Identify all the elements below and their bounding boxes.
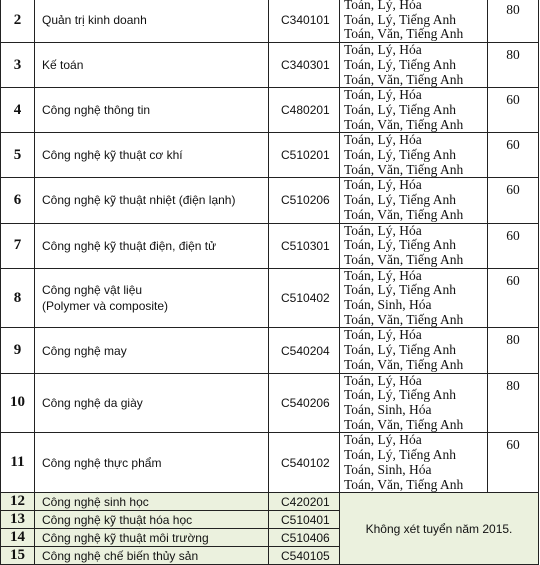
subject-combinations xyxy=(340,268,488,328)
major-name xyxy=(35,133,269,178)
major-name-line: Công nghệ kỹ thuật cơ khí xyxy=(42,148,183,163)
subject-combination: Toán, Lý, Tiếng Anh xyxy=(344,387,456,403)
subject-combinations xyxy=(340,43,488,88)
row-number: 14 xyxy=(1,529,35,547)
table-row xyxy=(1,493,539,511)
subject-combination: Toán, Lý, Tiếng Anh xyxy=(344,192,456,208)
major-name: Công nghệ kỹ thuật môi trường xyxy=(35,529,269,547)
major-code: C540105 xyxy=(269,547,340,565)
subject-combinations xyxy=(340,0,488,43)
major-code: C510402 xyxy=(269,268,340,328)
row-number: 2 xyxy=(1,0,35,43)
major-name xyxy=(35,43,269,88)
row-number: 6 xyxy=(1,178,35,223)
quota: 60 xyxy=(488,88,539,133)
subject-combination: Toán, Văn, Tiếng Anh xyxy=(344,416,464,432)
quota: 60 xyxy=(488,433,539,493)
major-name-line: Công nghệ thông tin xyxy=(42,103,151,118)
table-row xyxy=(1,43,539,88)
major-code: C510201 xyxy=(269,133,340,178)
row-number: 12 xyxy=(1,493,35,511)
not-admitted-note: Không xét tuyển năm 2015. xyxy=(340,493,539,565)
major-name: Công nghệ sinh học xyxy=(35,493,269,511)
table-body xyxy=(1,0,539,565)
subject-combination: Toán, Lý, Hóa xyxy=(344,222,422,238)
table-row xyxy=(1,433,539,493)
subject-combination: Toán, Sinh, Hóa xyxy=(344,401,432,417)
subject-combination: Toán, Sinh, Hóa xyxy=(344,297,432,313)
major-name xyxy=(35,88,269,133)
subject-combination: Toán, Văn, Tiếng Anh xyxy=(344,71,464,87)
quota: 60 xyxy=(488,178,539,223)
major-name xyxy=(35,328,269,373)
major-name-line: Công nghệ may xyxy=(42,343,127,358)
row-number: 13 xyxy=(1,511,35,529)
major-name-line: (Polymer và composite) xyxy=(42,299,169,314)
major-code: C340301 xyxy=(269,43,340,88)
row-number: 10 xyxy=(1,373,35,433)
major-name xyxy=(35,0,269,43)
subject-combination: Toán, Văn, Tiếng Anh xyxy=(344,206,464,222)
subject-combination: Toán, Lý, Hóa xyxy=(344,327,422,343)
row-number: 5 xyxy=(1,133,35,178)
subject-combination: Toán, Lý, Tiếng Anh xyxy=(344,56,456,72)
subject-combination: Toán, Lý, Tiếng Anh xyxy=(344,101,456,117)
subject-combination: Toán, Lý, Tiếng Anh xyxy=(344,342,456,358)
subject-combination: Toán, Lý, Hóa xyxy=(344,372,422,388)
quota: 80 xyxy=(488,373,539,433)
major-name xyxy=(35,223,269,268)
row-number: 4 xyxy=(1,88,35,133)
major-name xyxy=(35,373,269,433)
major-name-line: Công nghệ kỹ thuật nhiệt (điện lạnh) xyxy=(42,193,236,208)
subject-combination: Toán, Lý, Hóa xyxy=(344,432,422,448)
row-number: 9 xyxy=(1,328,35,373)
table-row xyxy=(1,268,539,328)
subject-combinations xyxy=(340,178,488,223)
major-code: C480201 xyxy=(269,88,340,133)
subject-combination: Toán, Sinh, Hóa xyxy=(344,461,432,477)
table-row xyxy=(1,223,539,268)
subject-combination: Toán, Lý, Hóa xyxy=(344,177,422,193)
row-number: 3 xyxy=(1,43,35,88)
major-code: C510401 xyxy=(269,511,340,529)
table-row xyxy=(1,0,539,43)
table-row xyxy=(1,373,539,433)
major-name xyxy=(35,268,269,328)
quota: 60 xyxy=(488,223,539,268)
row-number: 11 xyxy=(1,433,35,493)
subject-combination: Toán, Văn, Tiếng Anh xyxy=(344,311,464,327)
quota: 80 xyxy=(488,0,539,43)
subject-combinations xyxy=(340,373,488,433)
subject-combinations xyxy=(340,88,488,133)
major-name-line: Công nghệ vật liệu xyxy=(42,283,143,298)
major-code: C540206 xyxy=(269,373,340,433)
major-name: Công nghệ kỹ thuật hóa học xyxy=(35,511,269,529)
subject-combination: Toán, Văn, Tiếng Anh xyxy=(344,476,464,492)
subject-combination: Toán, Lý, Tiếng Anh xyxy=(344,447,456,463)
major-code: C540102 xyxy=(269,433,340,493)
major-code: C510301 xyxy=(269,223,340,268)
subject-combination: Toán, Lý, Tiếng Anh xyxy=(344,11,456,27)
subject-combination: Toán, Lý, Hóa xyxy=(344,0,422,12)
subject-combination: Toán, Văn, Tiếng Anh xyxy=(344,26,464,42)
major-code: C540204 xyxy=(269,328,340,373)
subject-combination: Toán, Lý, Hóa xyxy=(344,42,422,58)
quota: 80 xyxy=(488,328,539,373)
row-number: 7 xyxy=(1,223,35,268)
major-name-line: Quản trị kinh doanh xyxy=(42,13,147,28)
subject-combination: Toán, Văn, Tiếng Anh xyxy=(344,116,464,132)
subject-combination: Toán, Lý, Hóa xyxy=(344,87,422,103)
subject-combination: Toán, Lý, Tiếng Anh xyxy=(344,237,456,253)
quota: 60 xyxy=(488,133,539,178)
subject-combination: Toán, Lý, Hóa xyxy=(344,267,422,283)
major-name-line: Công nghệ kỹ thuật điện, điện tử xyxy=(42,238,217,253)
subject-combinations xyxy=(340,328,488,373)
quota: 80 xyxy=(488,43,539,88)
subject-combinations xyxy=(340,133,488,178)
subject-combinations xyxy=(340,433,488,493)
subject-combination: Toán, Lý, Tiếng Anh xyxy=(344,282,456,298)
major-name-line: Kế toán xyxy=(42,58,84,73)
major-code: C510206 xyxy=(269,178,340,223)
table-row xyxy=(1,88,539,133)
table-row xyxy=(1,178,539,223)
quota: 60 xyxy=(488,268,539,328)
major-name: Công nghệ chế biến thủy sản xyxy=(35,547,269,565)
table-row xyxy=(1,328,539,373)
subject-combination: Toán, Văn, Tiếng Anh xyxy=(344,251,464,267)
major-code: C510406 xyxy=(269,529,340,547)
major-name xyxy=(35,433,269,493)
major-name xyxy=(35,178,269,223)
major-name-line: Công nghệ da giày xyxy=(42,395,143,410)
row-number: 15 xyxy=(1,547,35,565)
subject-combination: Toán, Văn, Tiếng Anh xyxy=(344,356,464,372)
row-number: 8 xyxy=(1,268,35,328)
subject-combination: Toán, Văn, Tiếng Anh xyxy=(344,161,464,177)
major-code: C420201 xyxy=(269,493,340,511)
major-code: C340101 xyxy=(269,0,340,43)
subject-combinations xyxy=(340,223,488,268)
subject-combination: Toán, Lý, Hóa xyxy=(344,132,422,148)
subject-combination: Toán, Lý, Tiếng Anh xyxy=(344,147,456,163)
table-row xyxy=(1,133,539,178)
major-name-line: Công nghệ thực phẩm xyxy=(42,455,162,470)
